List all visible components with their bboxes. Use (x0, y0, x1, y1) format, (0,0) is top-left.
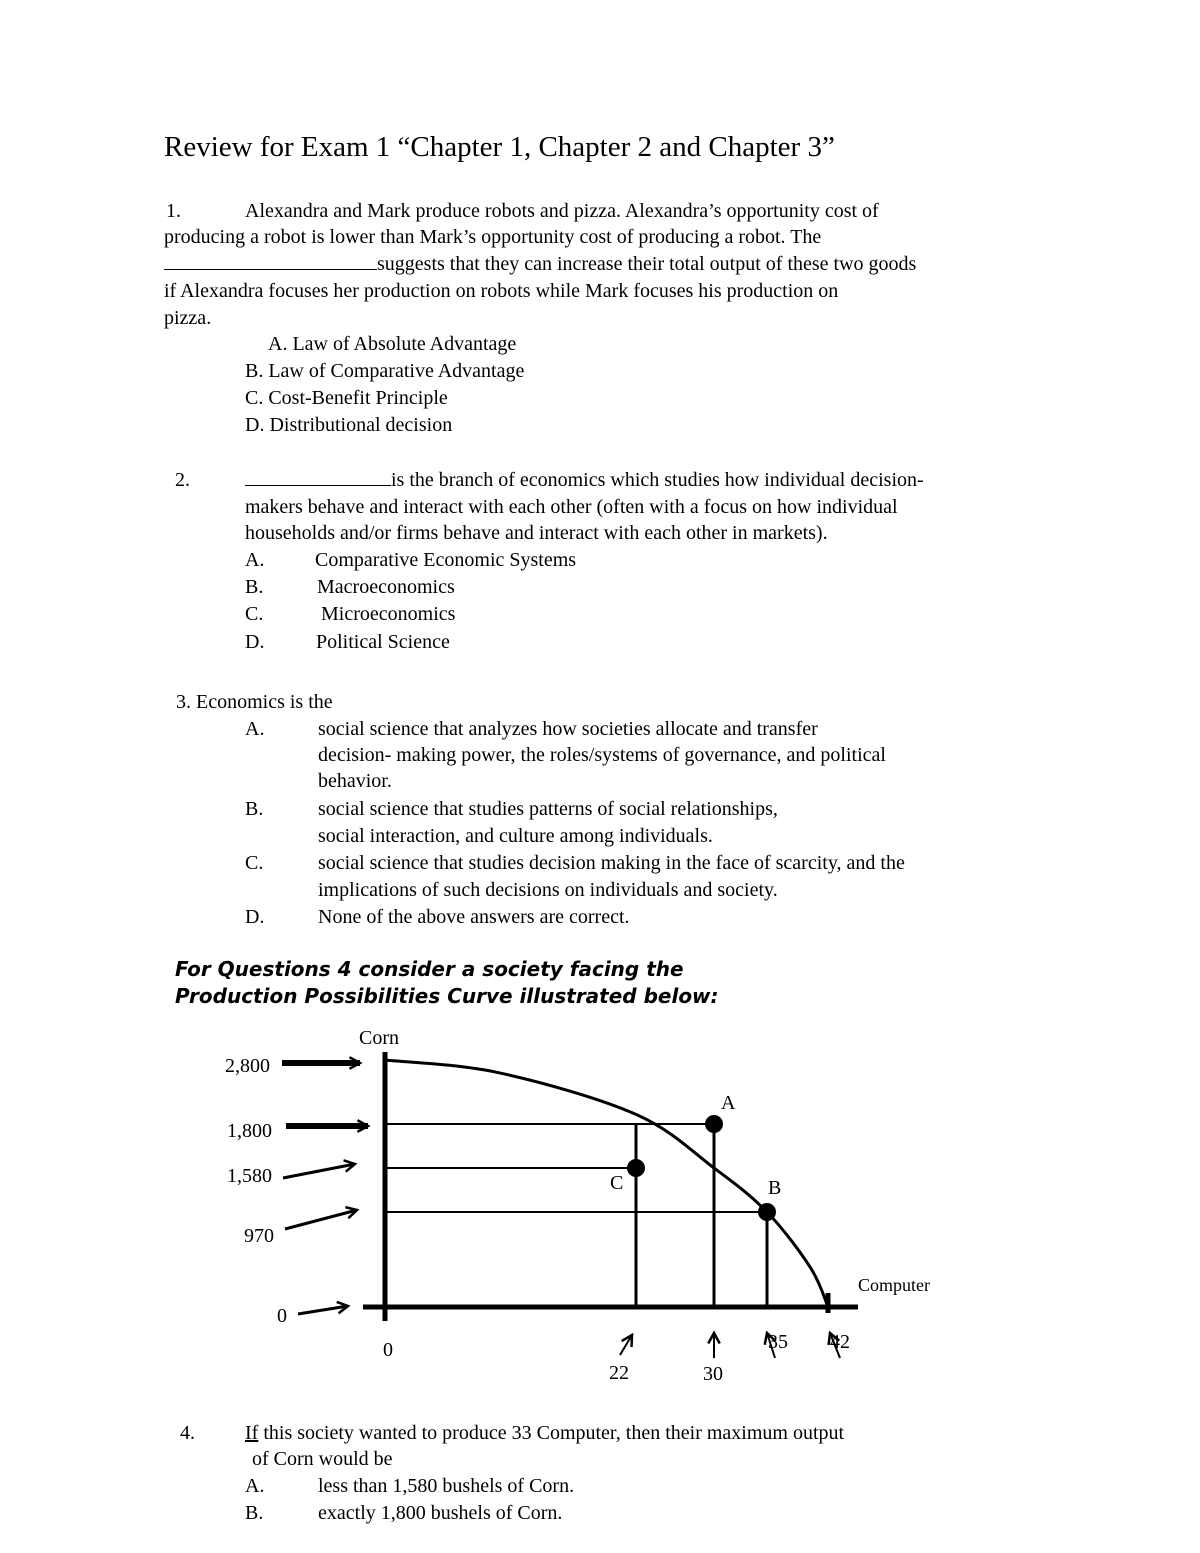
q2-line-3: households and/or firms behave and interact with each other in markets). (245, 522, 828, 544)
x-tick-22: 22 (609, 1362, 629, 1384)
instruction-line-2: Production Possibilities Curve illustrated below: (175, 984, 719, 1008)
q3-option-c-line-2: implications of such decisions on individuals and society. (318, 879, 778, 901)
q3-letter-c: C. (245, 852, 264, 874)
q3-option-c-line-1: social science that studies decision making in the face of scarcity, and the (318, 852, 905, 874)
q3-option-b-line-2: social interaction, and culture among individuals. (318, 825, 713, 847)
q4-stem-line-1: If this society wanted to produce 33 Computer, then their maximum output (245, 1422, 845, 1444)
q1-line-3: suggests that they can increase their total output of these two goods (164, 251, 916, 277)
point-label-b: B (768, 1177, 782, 1199)
x-tick-35: 35 (768, 1331, 788, 1353)
point-b (758, 1203, 776, 1221)
y-tick-970: 970 (244, 1225, 274, 1247)
q2-line-1: is the branch of economics which studies how individual decision- (245, 467, 924, 493)
y-tick-1580: 1,580 (227, 1165, 272, 1187)
q3-letter-a: A. (245, 718, 265, 740)
q4-option-a: less than 1,580 bushels of Corn. (318, 1475, 575, 1497)
y-axis-label: Corn (359, 1027, 399, 1049)
q2-option-d: Political Science (316, 631, 450, 653)
q1-line-5: pizza. (164, 307, 212, 329)
q3-option-a-line-3: behavior. (318, 770, 392, 792)
q1-line-1: Alexandra and Mark produce robots and pizza. Alexandra’s opportunity cost of (245, 200, 879, 222)
arrow-y-1580-shaft (283, 1164, 355, 1178)
q2-option-b: Macroeconomics (317, 576, 455, 598)
q1-line-2: producing a robot is lower than Mark’s opportunity cost of producing a robot. The (164, 226, 822, 248)
x-tick-30: 30 (703, 1363, 723, 1385)
x-axis-label: Computer (858, 1275, 930, 1295)
q4-number: 4. (180, 1422, 195, 1444)
q4-option-b: exactly 1,800 bushels of Corn. (318, 1502, 563, 1524)
q2-letter-d: D. (245, 631, 265, 653)
point-label-c: C (610, 1172, 624, 1194)
y-tick-1800: 1,800 (227, 1120, 272, 1142)
q1-option-a: A. Law of Absolute Advantage (268, 333, 517, 355)
q3-option-b-line-1: social science that studies patterns of social relationships, (318, 798, 778, 820)
x-tick-0: 0 (383, 1339, 393, 1361)
q3-letter-d: D. (245, 906, 265, 928)
q4-letter-b: B. (245, 1502, 264, 1524)
q3-stem: 3. Economics is the (176, 691, 333, 713)
page-title: Review for Exam 1 “Chapter 1, Chapter 2 and Chapter 3” (164, 131, 835, 163)
point-c (627, 1159, 645, 1177)
q1-option-c: C. Cost-Benefit Principle (245, 387, 448, 409)
q1-number: 1. (166, 200, 181, 222)
q2-number: 2. (175, 469, 190, 491)
q2-letter-a: A. (245, 549, 265, 571)
q4-letter-a: A. (245, 1475, 265, 1497)
q2-line-2: makers behave and interact with each other (often with a focus on how individual (245, 496, 898, 518)
point-a (705, 1115, 723, 1133)
q3-option-a-line-1: social science that analyzes how societies allocate and transfer (318, 718, 818, 740)
q2-letter-b: B. (245, 576, 264, 598)
x-tick-42: 42 (830, 1331, 850, 1353)
q2-option-c: Microeconomics (321, 603, 456, 625)
q2-option-a: Comparative Economic Systems (315, 549, 577, 571)
q3-option-a-line-2: decision- making power, the roles/systems of governance, and political (318, 744, 886, 766)
y-tick-2800: 2,800 (225, 1055, 270, 1077)
q4-stem-line-2: of Corn would be (252, 1448, 393, 1470)
q1-line-4: if Alexandra focuses her production on robots while Mark focuses his production on (164, 280, 839, 302)
arrow-y-970-shaft (285, 1210, 357, 1229)
q1-option-b: B. Law of Comparative Advantage (245, 360, 525, 382)
q3-letter-b: B. (245, 798, 264, 820)
ppc-curve (385, 1060, 828, 1307)
q3-option-d: None of the above answers are correct. (318, 906, 630, 928)
y-tick-0: 0 (277, 1305, 287, 1327)
q1-option-d: D. Distributional decision (245, 414, 453, 436)
instruction-line-1: For Questions 4 consider a society facing the (175, 957, 684, 981)
point-label-a: A (721, 1092, 736, 1114)
q2-letter-c: C. (245, 603, 264, 625)
